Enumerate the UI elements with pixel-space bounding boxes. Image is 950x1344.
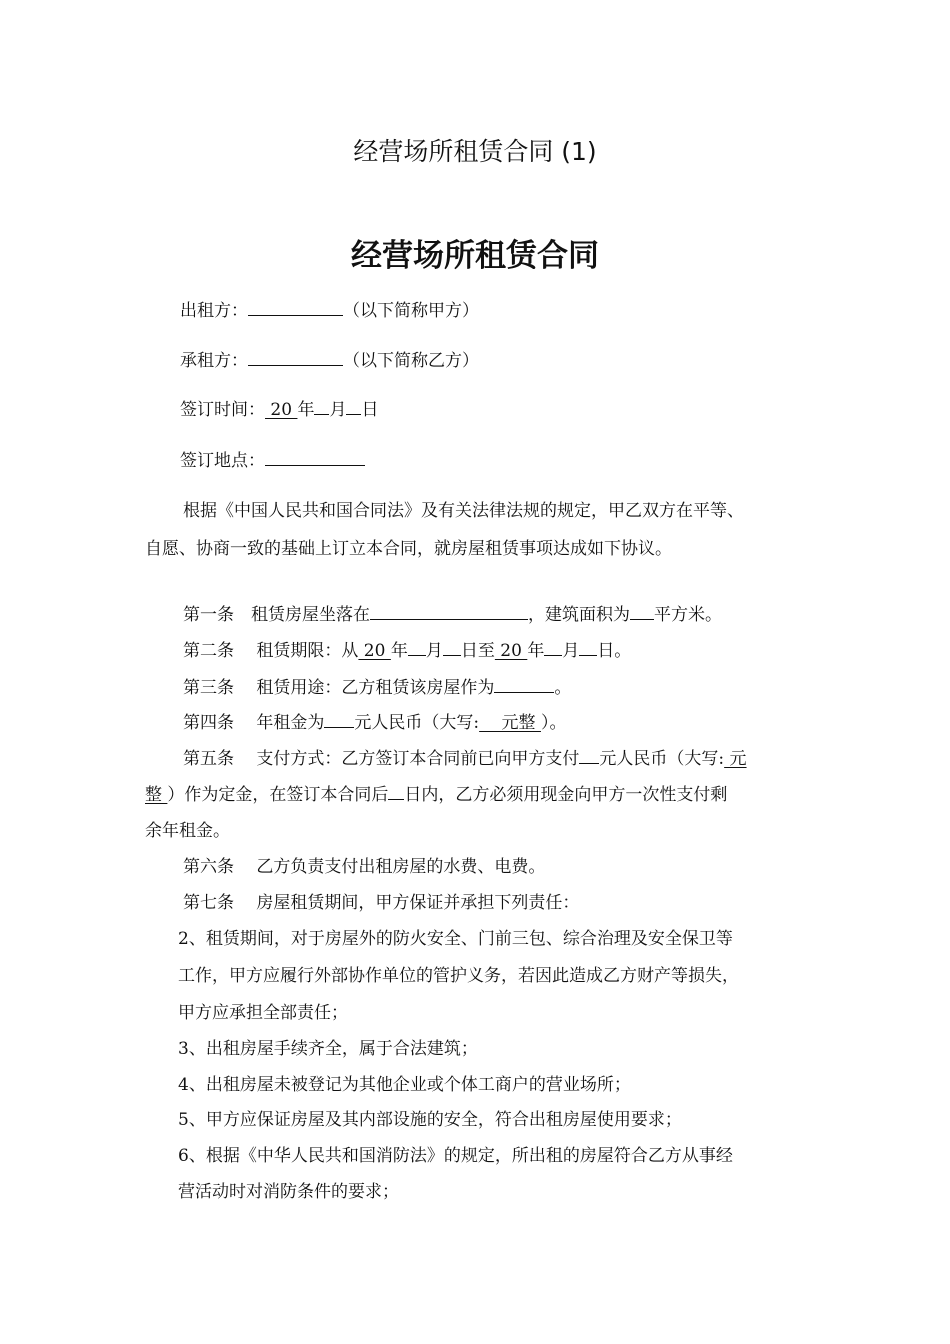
- intro-line-2: 自愿、协商一致的基础上订立本合同，就房屋租赁事项达成如下协议。: [145, 539, 672, 559]
- intro-line-1: 根据《中国人民共和国合同法》及有关法律法规的规定，甲乙双方在平等、: [183, 501, 744, 521]
- rent-blank: [324, 712, 354, 728]
- article-5-line-2: [145, 784, 727, 806]
- article-5-line-2-end: 日内，乙方必须用现金向甲方一次性支付剩: [404, 785, 728, 805]
- item-6-line-2: 营活动时对消防条件的要求；: [178, 1182, 399, 1202]
- end-day-blank: [579, 640, 597, 656]
- start-year-char: 年: [390, 641, 408, 661]
- day-char: 日: [361, 400, 379, 420]
- area-blank: [630, 604, 654, 620]
- article-3-prefix: 第三条 租赁用途：乙方租赁该房屋作为: [183, 678, 495, 698]
- article-1-prefix: 第一条 租赁房屋坐落在: [183, 605, 370, 625]
- end-day-char: 日。: [597, 641, 632, 661]
- year-char: 年: [297, 400, 315, 420]
- sign-time-line: [180, 399, 378, 421]
- deposit-capital-end: 整: [145, 785, 168, 805]
- article-1-suffix: ，建筑面积为: [528, 605, 630, 625]
- start-month-char: 月: [425, 641, 443, 661]
- end-month-blank: [544, 640, 562, 656]
- article-4-mid: 元人民币（大写:: [354, 713, 480, 733]
- article-4-prefix: 第四条 年租金为: [183, 713, 325, 733]
- deposit-capital-start: 元: [724, 749, 747, 769]
- end-year: 20: [494, 641, 528, 661]
- lessor-suffix: （以下简称甲方）: [343, 301, 479, 321]
- article-1-unit: 平方米。: [654, 605, 722, 625]
- item-4: 4、出租房屋未被登记为其他企业或个体工商户的营业场所；: [178, 1075, 631, 1095]
- article-5-mid: 元人民币（大写:: [599, 749, 725, 769]
- start-month-blank: [408, 640, 426, 656]
- rent-capital-amount: 元整: [479, 713, 541, 733]
- item-2-line-2: 工作，甲方应履行外部协作单位的管护义务，若因此造成乙方财产等损失，: [178, 966, 739, 986]
- article-5-line-1: [183, 748, 747, 770]
- lessor-label: 出租方：: [180, 301, 248, 321]
- item-3: 3、出租房屋手续齐全，属于合法建筑；: [178, 1039, 478, 1059]
- article-7: 第七条 房屋租赁期间，甲方保证并承担下列责任：: [183, 893, 580, 913]
- end-month-char: 月: [562, 641, 580, 661]
- lessor-blank: [248, 300, 343, 316]
- sign-time-year: 20: [265, 400, 298, 420]
- article-6: 第六条 乙方负责支付出租房屋的水费、电费。: [183, 857, 546, 877]
- article-5-prefix: 第五条 支付方式：乙方签订本合同前已向甲方支付: [183, 749, 580, 769]
- article-5-line-2-mid: ）作为定金，在签订本合同后: [167, 785, 389, 805]
- start-day-blank: [443, 640, 461, 656]
- article-1: [183, 604, 722, 626]
- article-3: [183, 677, 571, 699]
- item-2-line-1: 2、租赁期间，对于房屋外的防火安全、门前三包、综合治理及安全保卫等: [178, 929, 733, 949]
- contract-title: 经营场所租赁合同: [351, 238, 599, 274]
- lessee-suffix: （以下简称乙方）: [343, 351, 479, 371]
- location-blank: [370, 604, 528, 620]
- sign-place-blank: [265, 450, 365, 466]
- sign-place-line: [180, 450, 365, 472]
- end-year-char: 年: [527, 641, 545, 661]
- lessee-label: 承租方：: [180, 351, 248, 371]
- usage-blank: [494, 677, 554, 693]
- article-3-suffix: 。: [554, 678, 572, 698]
- lessee-line: [180, 350, 479, 372]
- article-2-prefix: 第二条 租赁期限：从: [183, 641, 359, 661]
- month-blank: [314, 399, 329, 415]
- article-5-line-3: 余年租金。: [145, 821, 230, 841]
- sign-time-label: 签订时间：: [180, 400, 265, 420]
- item-2-line-3: 甲方应承担全部责任；: [178, 1003, 348, 1023]
- days-blank: [388, 784, 404, 800]
- article-4: [183, 712, 566, 734]
- month-char: 月: [329, 400, 347, 420]
- day-blank: [346, 399, 361, 415]
- lessor-line: [180, 300, 479, 322]
- sign-place-label: 签订地点：: [180, 451, 265, 471]
- article-4-suffix: ）。: [540, 713, 567, 733]
- deposit-blank: [579, 748, 599, 764]
- start-year: 20: [358, 641, 391, 661]
- item-6-line-1: 6、根据《中华人民共和国消防法》的规定，所出租的房屋符合乙方从事经: [178, 1146, 733, 1166]
- document-title: 经营场所租赁合同 (1): [353, 137, 597, 166]
- item-5: 5、甲方应保证房屋及其内部设施的安全，符合出租房屋使用要求；: [178, 1110, 682, 1130]
- article-2: [183, 640, 631, 662]
- start-day-to: 日至: [460, 641, 495, 661]
- lessee-blank: [248, 350, 343, 366]
